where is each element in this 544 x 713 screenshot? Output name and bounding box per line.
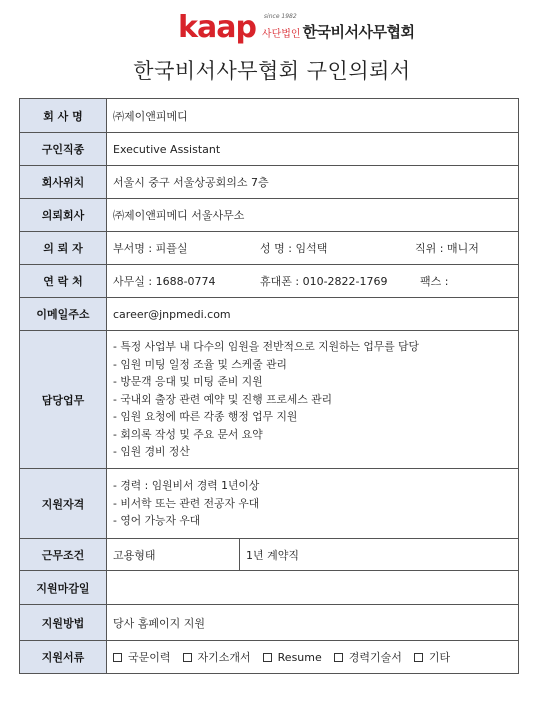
list-item: - 임원 요청에 따른 각종 행정 업무 지원 <box>113 410 298 424</box>
logo-org-name: 한국비서사무협회 <box>302 23 415 41</box>
job-request-form <box>19 98 519 674</box>
document-option: 국문이력 <box>128 651 171 664</box>
employment-type: 고용형태 <box>107 539 240 571</box>
list-item: - 특정 사업부 내 다수의 임원을 전반적으로 지원하는 업무를 담당 <box>113 340 419 354</box>
checkbox[interactable] <box>263 653 272 662</box>
documents-label: 지원서류 <box>20 641 107 674</box>
job-value: Executive Assistant <box>107 133 519 166</box>
row-deadline <box>20 571 519 605</box>
contact-label: 연 락 처 <box>20 265 107 298</box>
list-item: - 회의록 작성 및 주요 문서 요약 <box>113 427 263 441</box>
requester-name: 성 명 : 임석택 <box>260 242 328 255</box>
job-label: 구인직종 <box>20 133 107 166</box>
checkbox[interactable] <box>414 653 423 662</box>
list-item: - 방문객 응대 및 미팅 준비 지원 <box>113 375 263 389</box>
deadline-label: 지원마감일 <box>20 571 107 605</box>
documents-checklist <box>113 649 518 665</box>
contract-type: 1년 계약직 <box>240 539 519 571</box>
row-requester <box>20 232 519 265</box>
location-value: 서울시 중구 서울상공회의소 7층 <box>107 166 519 199</box>
list-item: - 비서학 또는 관련 전공자 우대 <box>113 496 260 510</box>
document-option: 자기소개서 <box>197 651 251 664</box>
list-item: - 임원 경비 정산 <box>113 445 190 459</box>
row-qualifications <box>20 469 519 539</box>
duties-label: 담당업무 <box>20 331 107 469</box>
row-email <box>20 298 519 331</box>
qualifications-label: 지원자격 <box>20 469 107 539</box>
list-item: - 임원 미팅 일정 조율 및 스케줄 관리 <box>113 357 287 371</box>
row-duties <box>20 331 519 469</box>
contact-office: 사무실 : 1688-0774 <box>113 275 216 288</box>
row-method <box>20 605 519 641</box>
row-job <box>20 133 519 166</box>
logo-since: since 1982 <box>263 13 297 20</box>
row-contact <box>20 265 519 298</box>
document-option: Resume <box>277 650 322 664</box>
contact-mobile: 휴대폰 : 010-2822-1769 <box>260 275 388 288</box>
conditions-label: 근무조건 <box>20 539 107 571</box>
list-item: - 국내외 출장 관련 예약 및 진행 프로세스 관리 <box>113 392 333 406</box>
contact-fax: 팩스 : <box>420 275 449 288</box>
qualifications-list <box>113 471 518 536</box>
email-value: career@jnpmedi.com <box>107 298 519 331</box>
row-client <box>20 199 519 232</box>
location-label: 회사위치 <box>20 166 107 199</box>
row-documents <box>20 641 519 674</box>
checkbox[interactable] <box>334 653 343 662</box>
method-label: 지원방법 <box>20 605 107 641</box>
document-option: 기타 <box>428 651 451 664</box>
requester-position: 직위 : 매니저 <box>415 242 479 255</box>
duties-list <box>113 332 518 467</box>
requester-label: 의 뢰 자 <box>20 232 107 265</box>
checkbox[interactable] <box>183 653 192 662</box>
document-option: 경력기술서 <box>348 651 402 664</box>
list-item: - 영어 가능자 우대 <box>113 514 201 528</box>
logo-mark: kaap <box>178 10 256 45</box>
page-title: 한국비서사무협회 구인의뢰서 <box>133 59 411 83</box>
row-location <box>20 166 519 199</box>
client-label: 의뢰회사 <box>20 199 107 232</box>
checkbox[interactable] <box>113 653 122 662</box>
kaap-logo <box>178 8 415 45</box>
company-value: ㈜제이앤피메디 <box>107 99 519 133</box>
row-company <box>20 99 519 133</box>
requester-dept: 부서명 : 피플실 <box>113 242 188 255</box>
company-label: 회 사 명 <box>20 99 107 133</box>
method-value: 당사 홈페이지 지원 <box>107 605 519 641</box>
email-label: 이메일주소 <box>20 298 107 331</box>
row-conditions <box>20 539 519 571</box>
client-value: ㈜제이앤피메디 서울사무소 <box>107 199 519 232</box>
logo-prefix: 사단법인 <box>261 29 301 40</box>
list-item: - 경력 : 임원비서 경력 1년이상 <box>113 479 260 493</box>
deadline-value <box>107 571 519 605</box>
